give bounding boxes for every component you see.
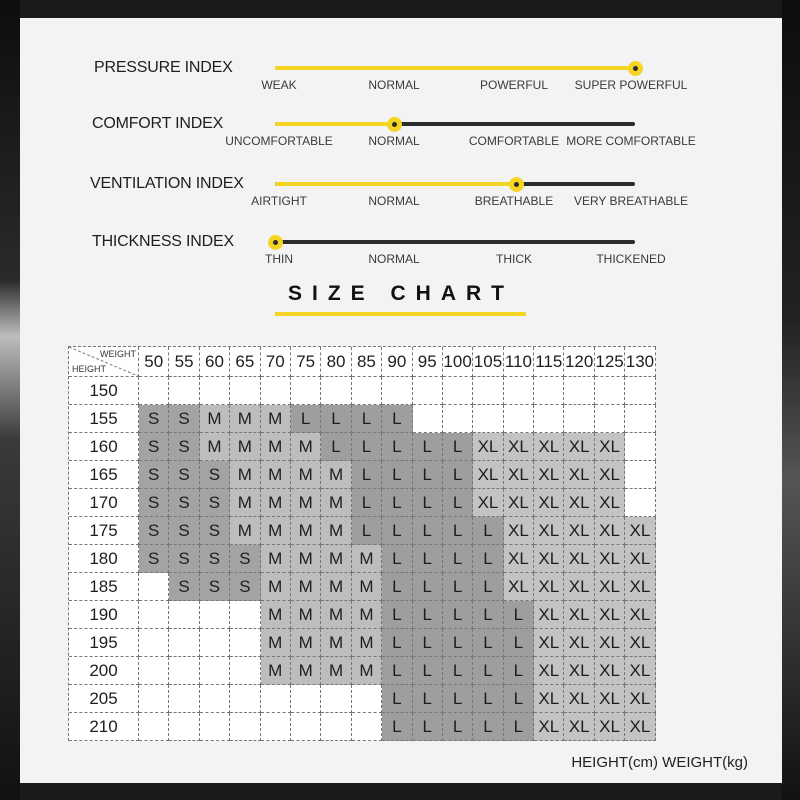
size-cell: XL (504, 489, 534, 517)
size-cell: L (382, 573, 412, 601)
weight-header: 95 (413, 347, 443, 377)
size-cell: M (352, 573, 382, 601)
size-cell: L (473, 713, 503, 741)
size-cell: M (261, 545, 291, 573)
size-cell: M (352, 545, 382, 573)
size-cell: XL (595, 489, 625, 517)
size-cell (230, 657, 260, 685)
size-cell: L (413, 685, 443, 713)
size-cell: M (200, 405, 230, 433)
size-cell: M (321, 601, 351, 629)
size-cell: XL (625, 713, 655, 741)
height-header: 170 (69, 489, 139, 517)
index-scale-label: UNCOMFORTABLE (225, 134, 333, 148)
index-scale-label: BREATHABLE (474, 194, 554, 208)
size-cell (169, 685, 199, 713)
weight-header: 65 (230, 347, 260, 377)
size-cell: XL (595, 629, 625, 657)
size-cell (291, 377, 321, 405)
size-cell: M (291, 629, 321, 657)
size-cell: XL (564, 601, 594, 629)
background-left (0, 0, 20, 800)
index-scale-label: NORMAL (368, 252, 420, 266)
size-cell: L (473, 629, 503, 657)
weight-header: 90 (382, 347, 412, 377)
size-cell (169, 601, 199, 629)
size-chart-table (68, 346, 656, 741)
size-cell: S (169, 433, 199, 461)
size-cell: M (321, 489, 351, 517)
size-cell (504, 405, 534, 433)
size-cell: L (321, 405, 351, 433)
size-cell (595, 405, 625, 433)
size-cell (261, 713, 291, 741)
size-cell: XL (625, 657, 655, 685)
size-cell: M (200, 433, 230, 461)
size-cell: XL (564, 713, 594, 741)
size-cell: L (473, 657, 503, 685)
index-scale-label: NORMAL (368, 78, 420, 92)
size-cell: L (382, 629, 412, 657)
size-cell: M (261, 517, 291, 545)
size-cell: M (261, 573, 291, 601)
size-cell: L (382, 545, 412, 573)
height-header: 165 (69, 461, 139, 489)
size-cell: L (413, 573, 443, 601)
weight-header: 105 (473, 347, 503, 377)
size-cell: L (443, 601, 473, 629)
corner-height-label: HEIGHT (72, 364, 107, 374)
size-cell (200, 685, 230, 713)
size-cell: XL (625, 629, 655, 657)
size-cell: S (169, 405, 199, 433)
size-cell: L (352, 405, 382, 433)
size-cell: XL (534, 713, 564, 741)
size-cell: XL (504, 517, 534, 545)
size-cell: M (291, 489, 321, 517)
size-cell (352, 713, 382, 741)
size-cell: L (413, 629, 443, 657)
size-cell (139, 573, 169, 601)
size-cell: XL (534, 433, 564, 461)
size-cell: L (504, 657, 534, 685)
index-row-thickness-index (20, 228, 782, 278)
size-cell: XL (564, 573, 594, 601)
size-chart-title: SIZE CHART (288, 282, 514, 305)
index-title: VENTILATION INDEX (90, 175, 244, 192)
size-cell (230, 629, 260, 657)
size-cell: M (291, 601, 321, 629)
size-cell: L (413, 601, 443, 629)
size-cell (169, 377, 199, 405)
size-cell: L (473, 545, 503, 573)
size-cell: L (382, 713, 412, 741)
height-header: 195 (69, 629, 139, 657)
size-cell (352, 377, 382, 405)
size-cell: XL (534, 489, 564, 517)
size-cell: XL (595, 573, 625, 601)
index-knob (628, 61, 643, 76)
height-header: 160 (69, 433, 139, 461)
size-cell (200, 657, 230, 685)
size-cell: L (413, 545, 443, 573)
size-cell: L (352, 517, 382, 545)
size-cell: M (261, 629, 291, 657)
height-header: 150 (69, 377, 139, 405)
size-chart-underline (275, 312, 526, 316)
size-cell: M (291, 657, 321, 685)
size-cell (382, 377, 412, 405)
weight-header: 85 (352, 347, 382, 377)
size-cell: L (443, 489, 473, 517)
size-cell: M (321, 461, 351, 489)
index-scale-label: THICKENED (596, 252, 666, 266)
corner-weight-label: WEIGHT (100, 349, 136, 359)
size-cell: M (261, 489, 291, 517)
size-cell: M (291, 517, 321, 545)
size-cell: XL (595, 517, 625, 545)
size-cell: XL (534, 601, 564, 629)
height-header: 175 (69, 517, 139, 545)
product-spec-sheet (20, 18, 782, 783)
size-cell: S (200, 489, 230, 517)
size-cell: L (382, 461, 412, 489)
index-fill (275, 66, 635, 70)
size-cell (169, 629, 199, 657)
weight-header: 60 (200, 347, 230, 377)
size-cell: XL (625, 685, 655, 713)
size-cell: XL (595, 461, 625, 489)
size-cell: L (382, 489, 412, 517)
size-cell (200, 601, 230, 629)
size-cell: M (261, 461, 291, 489)
size-cell (139, 601, 169, 629)
size-cell: XL (595, 545, 625, 573)
size-cell: S (139, 517, 169, 545)
size-cell: M (321, 629, 351, 657)
size-cell: S (139, 461, 169, 489)
size-cell: M (230, 489, 260, 517)
size-cell (291, 685, 321, 713)
size-cell: XL (564, 657, 594, 685)
weight-header: 55 (169, 347, 199, 377)
size-cell (200, 629, 230, 657)
index-fill (275, 122, 394, 126)
size-cell: S (200, 461, 230, 489)
size-cell: XL (504, 433, 534, 461)
size-cell: S (169, 545, 199, 573)
size-cell (625, 377, 655, 405)
size-cell: S (169, 461, 199, 489)
size-cell (413, 377, 443, 405)
size-cell (321, 377, 351, 405)
size-cell: M (230, 461, 260, 489)
size-cell: XL (504, 545, 534, 573)
size-cell (230, 713, 260, 741)
size-cell: L (413, 713, 443, 741)
size-cell (625, 461, 655, 489)
size-cell: L (382, 601, 412, 629)
index-scale-label: POWERFUL (479, 78, 549, 92)
size-cell: M (321, 517, 351, 545)
size-cell: S (139, 545, 169, 573)
size-cell (261, 685, 291, 713)
size-cell (169, 713, 199, 741)
index-knob (268, 235, 283, 250)
size-cell: L (413, 489, 443, 517)
size-cell: XL (625, 517, 655, 545)
height-header: 180 (69, 545, 139, 573)
size-cell: L (382, 657, 412, 685)
size-cell: XL (534, 657, 564, 685)
size-cell: M (291, 545, 321, 573)
size-cell: XL (534, 573, 564, 601)
size-cell (321, 713, 351, 741)
weight-header: 80 (321, 347, 351, 377)
size-cell (625, 489, 655, 517)
size-cell (321, 685, 351, 713)
size-cell (473, 405, 503, 433)
size-cell: XL (534, 461, 564, 489)
size-cell (139, 713, 169, 741)
size-cell: XL (595, 657, 625, 685)
size-cell: M (261, 601, 291, 629)
index-knob (509, 177, 524, 192)
size-cell: L (382, 433, 412, 461)
background-right (782, 0, 800, 800)
size-cell: L (473, 517, 503, 545)
size-cell: M (261, 405, 291, 433)
size-cell: S (200, 545, 230, 573)
size-cell: XL (504, 573, 534, 601)
weight-header: 125 (595, 347, 625, 377)
size-cell: S (169, 489, 199, 517)
index-knob (387, 117, 402, 132)
index-scale-label: NORMAL (368, 194, 420, 208)
size-cell: L (352, 433, 382, 461)
size-cell (625, 405, 655, 433)
size-cell: S (139, 433, 169, 461)
table-corner-header (69, 347, 139, 377)
index-title: COMFORT INDEX (92, 115, 224, 132)
size-cell: XL (564, 685, 594, 713)
size-cell (564, 377, 594, 405)
size-cell: L (443, 685, 473, 713)
size-cell: M (230, 517, 260, 545)
size-cell: M (261, 657, 291, 685)
size-cell: XL (534, 629, 564, 657)
size-cell (139, 657, 169, 685)
size-cell: XL (625, 573, 655, 601)
size-cell: L (504, 685, 534, 713)
size-cell: L (443, 461, 473, 489)
size-cell (564, 405, 594, 433)
size-cell (625, 433, 655, 461)
height-header: 200 (69, 657, 139, 685)
size-cell: S (169, 573, 199, 601)
size-cell: L (443, 545, 473, 573)
size-cell: S (230, 573, 260, 601)
size-cell (352, 685, 382, 713)
size-cell (200, 713, 230, 741)
size-cell (443, 405, 473, 433)
weight-header: 130 (625, 347, 655, 377)
size-cell: S (139, 489, 169, 517)
index-scale-label: WEAK (261, 78, 297, 92)
index-scale-label: NORMAL (368, 134, 420, 148)
size-cell (139, 629, 169, 657)
index-scale-label: SUPER POWERFUL (574, 78, 688, 92)
size-cell: M (321, 545, 351, 573)
index-row-pressure-index (20, 54, 782, 104)
index-title: THICKNESS INDEX (92, 233, 234, 250)
size-cell (230, 377, 260, 405)
index-row-comfort-index (20, 110, 782, 160)
size-cell: M (230, 405, 260, 433)
size-cell (230, 685, 260, 713)
size-cell: XL (564, 545, 594, 573)
size-cell (504, 377, 534, 405)
size-cell: M (352, 629, 382, 657)
size-cell (230, 601, 260, 629)
size-cell: XL (534, 685, 564, 713)
size-cell: S (139, 405, 169, 433)
size-cell: M (352, 657, 382, 685)
index-track (275, 66, 635, 70)
size-cell (169, 657, 199, 685)
size-cell: XL (504, 461, 534, 489)
index-scale-label: THIN (265, 252, 293, 266)
size-cell: XL (473, 433, 503, 461)
size-cell: XL (534, 545, 564, 573)
size-cell: XL (473, 461, 503, 489)
size-cell: XL (595, 433, 625, 461)
size-cell (443, 377, 473, 405)
index-scale-label: MORE COMFORTABLE (566, 134, 696, 148)
size-cell (473, 377, 503, 405)
size-cell: S (200, 517, 230, 545)
size-cell (200, 377, 230, 405)
size-cell: L (443, 657, 473, 685)
index-title: PRESSURE INDEX (94, 59, 233, 76)
height-header: 205 (69, 685, 139, 713)
size-cell: XL (473, 489, 503, 517)
height-header: 190 (69, 601, 139, 629)
size-cell: XL (595, 713, 625, 741)
size-cell (534, 377, 564, 405)
size-cell: L (413, 517, 443, 545)
size-cell: L (473, 685, 503, 713)
size-chart-caption: HEIGHT(cm) WEIGHT(kg) (571, 754, 748, 771)
size-cell: XL (564, 489, 594, 517)
size-cell: XL (595, 601, 625, 629)
size-cell: M (261, 433, 291, 461)
size-cell: L (413, 657, 443, 685)
size-cell: M (321, 657, 351, 685)
size-cell: L (443, 713, 473, 741)
weight-header: 120 (564, 347, 594, 377)
weight-header: 110 (504, 347, 534, 377)
size-cell (139, 685, 169, 713)
size-cell: L (504, 713, 534, 741)
size-cell: L (352, 489, 382, 517)
weight-header: 100 (443, 347, 473, 377)
size-cell: XL (625, 545, 655, 573)
size-cell (139, 377, 169, 405)
size-cell (413, 405, 443, 433)
size-cell: L (473, 573, 503, 601)
size-cell: L (504, 629, 534, 657)
weight-header: 50 (139, 347, 169, 377)
index-scale-label: THICK (496, 252, 532, 266)
index-track (275, 182, 635, 186)
size-cell: XL (564, 433, 594, 461)
size-cell: L (443, 629, 473, 657)
size-cell: XL (564, 629, 594, 657)
index-row-ventilation-index (20, 170, 782, 220)
size-cell (291, 713, 321, 741)
size-cell: M (352, 601, 382, 629)
weight-header: 70 (261, 347, 291, 377)
size-cell: S (200, 573, 230, 601)
index-track (275, 122, 635, 126)
index-scale-label: COMFORTABLE (468, 134, 560, 148)
size-cell: XL (534, 517, 564, 545)
size-cell: XL (564, 461, 594, 489)
size-cell: M (291, 461, 321, 489)
size-cell: L (443, 517, 473, 545)
size-cell (534, 405, 564, 433)
height-header: 155 (69, 405, 139, 433)
size-cell (595, 377, 625, 405)
index-fill (275, 182, 516, 186)
size-cell: L (382, 685, 412, 713)
size-cell: XL (564, 517, 594, 545)
size-cell: L (504, 601, 534, 629)
size-cell: L (291, 405, 321, 433)
size-cell: S (169, 517, 199, 545)
size-cell: M (230, 433, 260, 461)
size-cell: XL (595, 685, 625, 713)
height-header: 185 (69, 573, 139, 601)
size-cell: L (352, 461, 382, 489)
size-cell: M (321, 573, 351, 601)
size-cell (261, 377, 291, 405)
size-cell: L (443, 433, 473, 461)
index-scale-label: VERY BREATHABLE (573, 194, 689, 208)
size-cell: L (413, 461, 443, 489)
size-cell: L (413, 433, 443, 461)
height-header: 210 (69, 713, 139, 741)
size-cell: L (443, 573, 473, 601)
weight-header: 75 (291, 347, 321, 377)
index-scale-label: AIRTIGHT (251, 194, 307, 208)
size-cell: S (230, 545, 260, 573)
size-cell: L (382, 517, 412, 545)
weight-header: 115 (534, 347, 564, 377)
size-cell: L (382, 405, 412, 433)
size-cell: L (473, 601, 503, 629)
index-track (275, 240, 635, 244)
size-cell: M (291, 433, 321, 461)
size-cell: XL (625, 601, 655, 629)
size-cell: L (321, 433, 351, 461)
size-cell: M (291, 573, 321, 601)
